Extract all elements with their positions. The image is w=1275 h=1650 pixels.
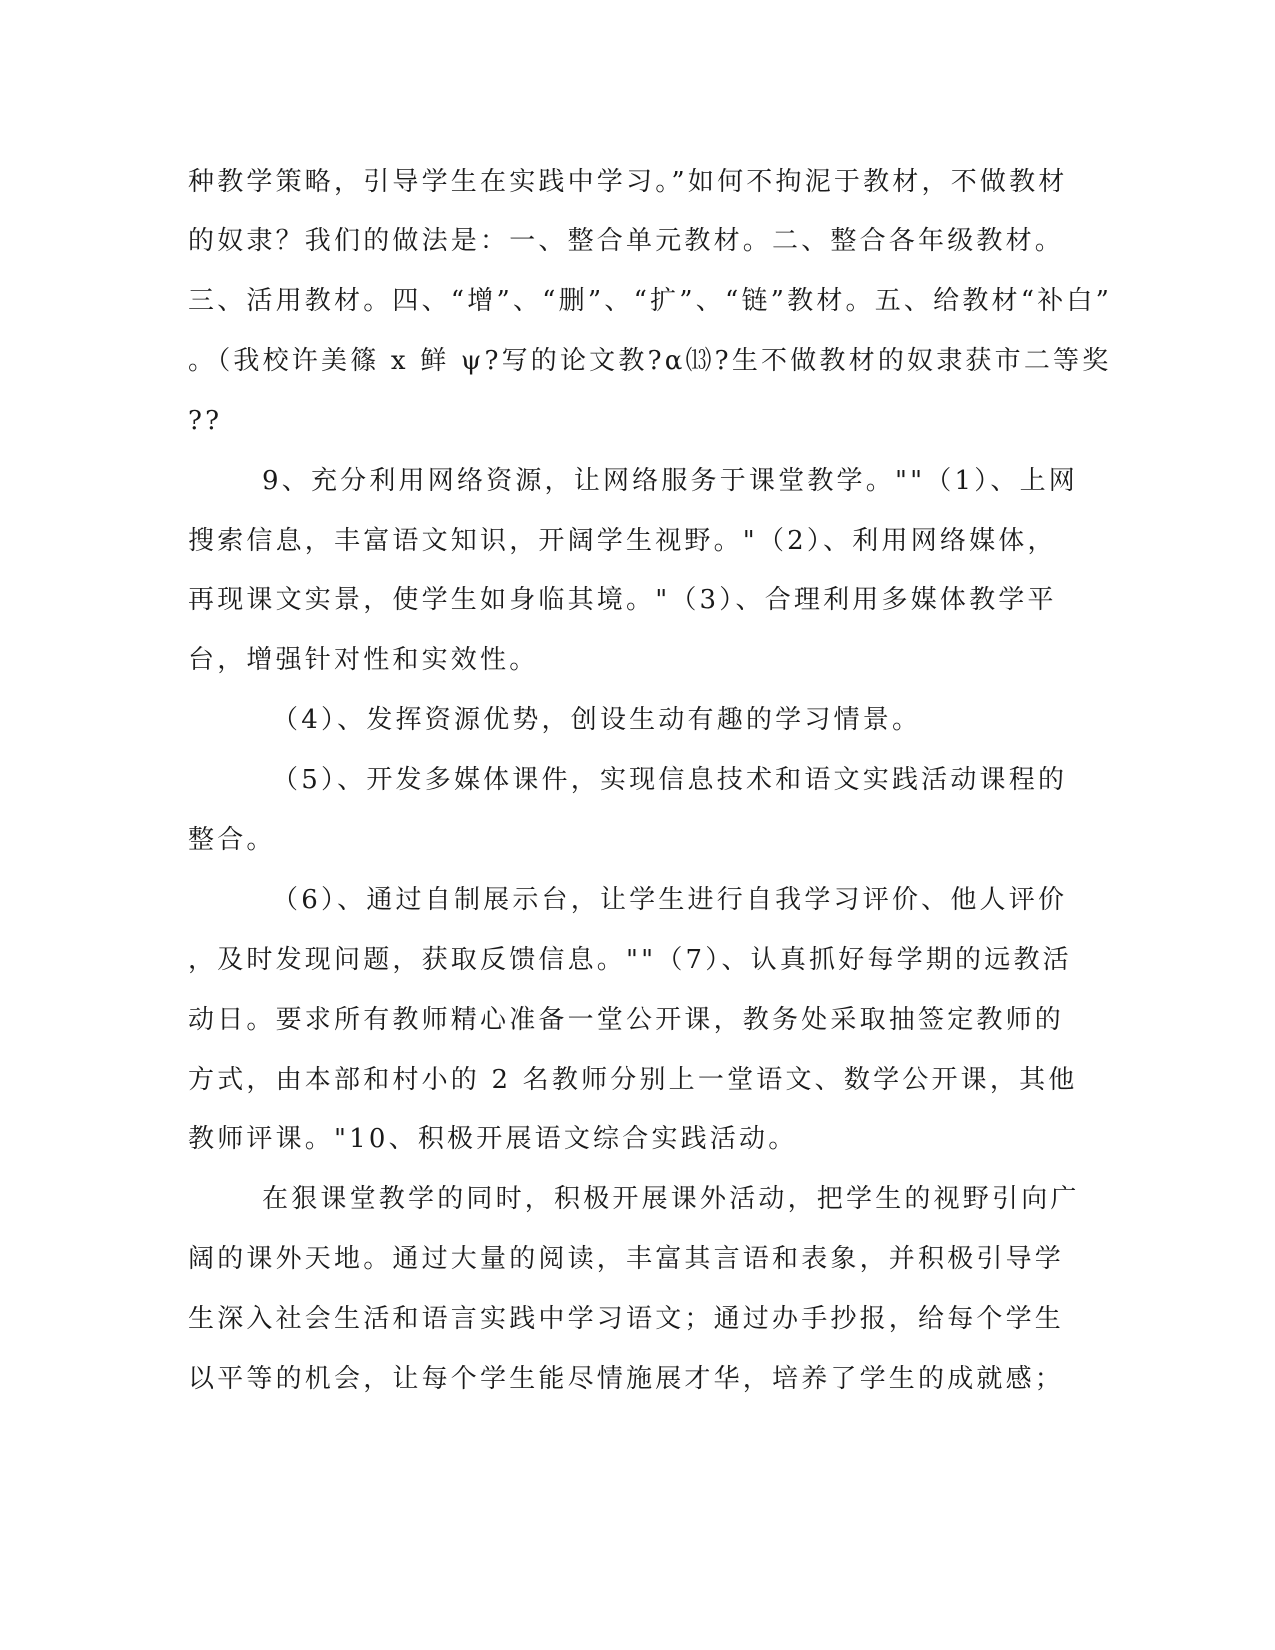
text-line: ?? bbox=[188, 406, 223, 436]
text-line: 种教学策略，引导学生在实践中学习。”如何不拘泥于教材，不做教材 bbox=[188, 167, 1068, 197]
text-line: 动日。要求所有教师精心准备一堂公开课，教务处采取抽签定教师的 bbox=[188, 1005, 1065, 1035]
text-line: ，及时发现问题，获取反馈信息。""（7）、认真抓好每学期的远教活 bbox=[188, 945, 1072, 975]
text-line: 整合。 bbox=[188, 825, 276, 855]
text-line: 以平等的机会，让每个学生能尽情施展才华，培养了学生的成就感； bbox=[188, 1364, 1065, 1394]
text-line: 再现课文实景，使学生如身临其境。"（3）、合理利用多媒体教学平 bbox=[188, 585, 1057, 615]
text-line: 方式，由本部和村小的 2 名教师分别上一堂语文、数学公开课，其他 bbox=[188, 1065, 1078, 1095]
text-line: 三、活用教材。四、“增”、“删”、“扩”、“链”教材。五、给教材“补白” bbox=[188, 286, 1113, 316]
text-line: 9、充分利用网络资源，让网络服务于课堂教学。""（1）、上网 bbox=[262, 466, 1079, 496]
text-line: （4）、发挥资源优势，创设生动有趣的学习情景。 bbox=[272, 705, 922, 735]
text-line: 。（我校许美篠 x 鲜 ψ?写的论文教?α⒀?生不做教材的奴隶获市二等奖 bbox=[188, 346, 1112, 376]
text-line: 阔的课外天地。通过大量的阅读，丰富其言语和表象，并积极引导学 bbox=[188, 1244, 1065, 1274]
text-line: 搜索信息，丰富语文知识，开阔学生视野。"（2）、利用网络媒体， bbox=[188, 526, 1057, 556]
text-line: 生深入社会生活和语言实践中学习语文；通过办手抄报，给每个学生 bbox=[188, 1304, 1065, 1334]
text-line: （6）、通过自制展示台，让学生进行自我学习评价、他人评价 bbox=[272, 885, 1068, 915]
text-line: 教师评课。"10、积极开展语文综合实践活动。 bbox=[188, 1124, 798, 1154]
text-line: 台，增强针对性和实效性。 bbox=[188, 645, 539, 675]
text-line: （5）、开发多媒体课件，实现信息技术和语文实践活动课程的 bbox=[272, 765, 1068, 795]
text-line: 在狠课堂教学的同时，积极开展课外活动，把学生的视野引向广 bbox=[262, 1184, 1080, 1214]
text-line: 的奴隶？我们的做法是：一、整合单元教材。二、整合各年级教材。 bbox=[188, 226, 1065, 256]
